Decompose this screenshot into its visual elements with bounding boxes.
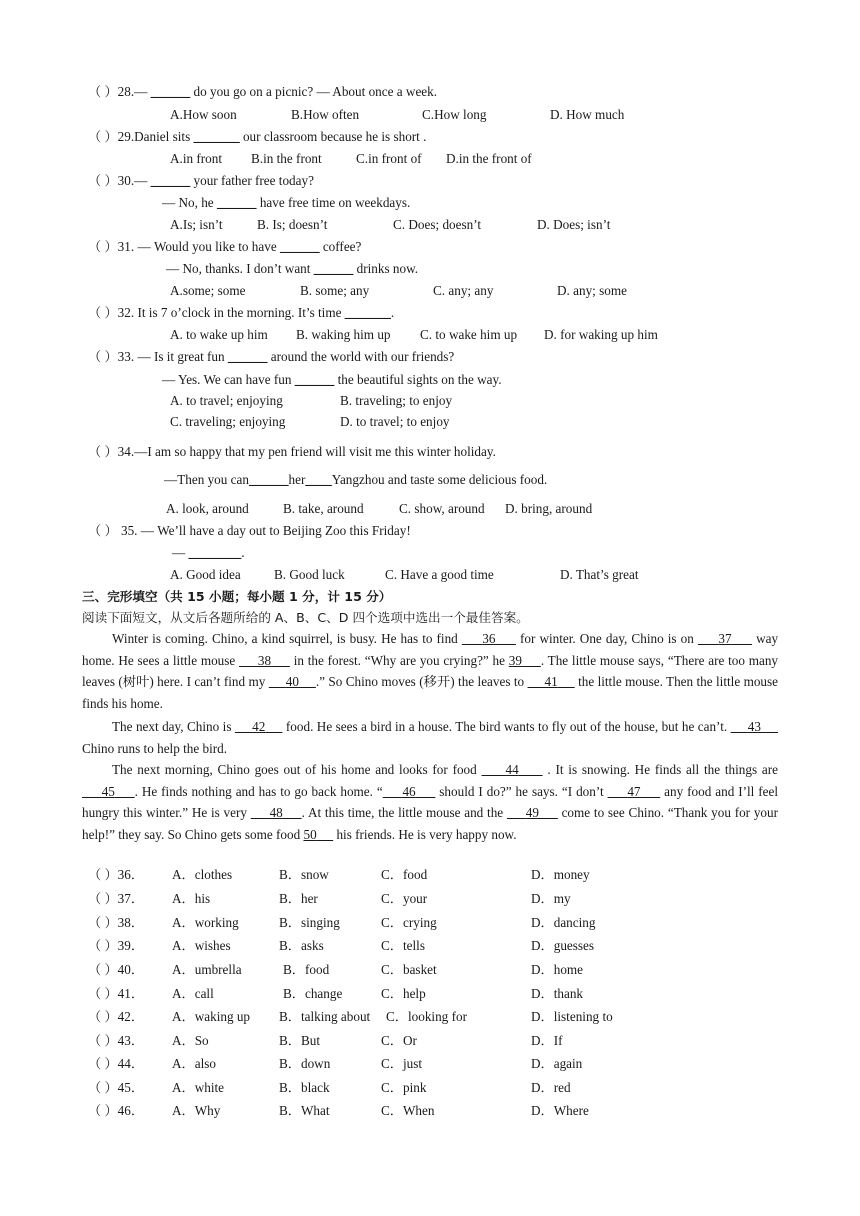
section-instruction: 阅读下面短文，从文后各题所给的 A、B、C、D 四个选项中选出一个最佳答案。 bbox=[82, 610, 529, 625]
option-c: C. Does; doesn’t bbox=[393, 217, 482, 232]
option-b: B．change bbox=[283, 986, 343, 1001]
blank: ______ bbox=[150, 84, 191, 99]
option-a: A.some; some bbox=[170, 283, 246, 298]
answer-paren: （ ） bbox=[88, 444, 118, 459]
option-c: C．tells bbox=[381, 938, 425, 953]
option-b: B.in the front bbox=[251, 151, 322, 166]
answer-paren: （ ） bbox=[88, 523, 118, 538]
blank-44: 44 bbox=[505, 762, 519, 777]
section-heading: 三、完形填空（共 15 小题；每小题 1 分，计 15 分） bbox=[82, 589, 392, 604]
option-d: D．If bbox=[531, 1033, 563, 1048]
blank: ______ bbox=[216, 195, 257, 210]
blank-37: 37 bbox=[718, 631, 732, 646]
option-c: C．looking for bbox=[386, 1009, 467, 1024]
blank-36: 36 bbox=[482, 631, 496, 646]
option-c: C. show, around bbox=[399, 501, 485, 516]
question-33-line2: — Yes. We can have fun ______ the beautiful sights on the way. bbox=[162, 372, 502, 387]
option-a: A．waking up bbox=[172, 1009, 251, 1024]
cloze-row-43: （ ）43． bbox=[88, 1033, 145, 1048]
option-a: A．also bbox=[172, 1056, 216, 1071]
option-b: B．What bbox=[279, 1103, 330, 1118]
blank-47: 47 bbox=[627, 783, 641, 799]
option-c: C．Or bbox=[381, 1033, 417, 1048]
passage-paragraph-2: The next day, Chino is 42 food. He sees a bird in a house. The bird wants to fly out of the house, but he can’t. 43 Chino runs to help the bird. bbox=[82, 716, 778, 759]
option-a: A．wishes bbox=[172, 938, 231, 953]
option-d: D. Does; isn’t bbox=[537, 217, 611, 232]
answer-paren: （ ） bbox=[88, 305, 118, 320]
option-d: D．my bbox=[531, 891, 571, 906]
question-number: 28 bbox=[117, 84, 131, 99]
option-c: C．crying bbox=[381, 915, 437, 930]
option-a: A．So bbox=[172, 1033, 209, 1048]
option-d: D. How much bbox=[550, 107, 625, 122]
cloze-row-36: （ ）36． bbox=[88, 867, 145, 882]
option-b: B．snow bbox=[279, 867, 329, 882]
option-a: A．working bbox=[172, 915, 239, 930]
option-a: A. look, around bbox=[166, 501, 249, 516]
question-31: （ ）31. — Would you like to have ______ coffee? bbox=[88, 239, 362, 254]
option-a: A．his bbox=[172, 891, 211, 906]
blank-45: 45 bbox=[101, 783, 115, 799]
passage-paragraph-1: Winter is coming. Chino, a kind squirrel, is busy. He has to find 36 for winter. One day, Chino is on 37 way home. He sees a little mouse 38 in the forest. “Why are you crying?” he 39 . The little mouse says, “There are too many leaves (树叶) here. I can’t find my 40 .” So Chino moves (移开) the leaves to 41 the little mouse. Then the little mouse finds his home. bbox=[82, 631, 779, 711]
option-c: C. Have a good time bbox=[385, 567, 494, 582]
answer-paren: （ ） bbox=[88, 84, 118, 99]
cloze-row-42: （ ）42． bbox=[88, 1009, 145, 1024]
option-d: D．thank bbox=[531, 986, 584, 1001]
option-b: B．talking about bbox=[279, 1009, 371, 1024]
option-b: B．down bbox=[279, 1056, 331, 1071]
option-c: C．basket bbox=[381, 962, 437, 977]
blank: ______ bbox=[150, 173, 191, 188]
blank-39: 39 bbox=[508, 652, 522, 668]
blank-50: 50 bbox=[303, 826, 317, 842]
answer-paren: （ ） bbox=[88, 129, 118, 144]
cloze-row-40: （ ）40． bbox=[88, 962, 145, 977]
question-30: （ ）30.— ______ your father free today? bbox=[88, 173, 314, 188]
blank-48: 48 bbox=[269, 805, 283, 820]
blank-46: 46 bbox=[402, 783, 416, 799]
blank: ______ bbox=[294, 372, 335, 387]
cloze-row-46: （ ）46． bbox=[88, 1103, 145, 1118]
option-d: D．Where bbox=[531, 1103, 589, 1118]
option-a: A．white bbox=[172, 1080, 225, 1095]
option-c: C．When bbox=[381, 1103, 435, 1118]
option-d: D．money bbox=[531, 867, 590, 882]
option-a: A．clothes bbox=[172, 867, 233, 882]
blank: ______ bbox=[313, 261, 354, 276]
option-b: B．black bbox=[279, 1080, 330, 1095]
option-b: B．But bbox=[279, 1033, 321, 1048]
cloze-row-45: （ ）45． bbox=[88, 1080, 145, 1095]
cloze-row-38: （ ）38． bbox=[88, 915, 145, 930]
option-a: A．call bbox=[172, 986, 214, 1001]
option-b: B．singing bbox=[279, 915, 340, 930]
option-c: C．help bbox=[381, 986, 426, 1001]
cloze-row-44: （ ）44． bbox=[88, 1056, 145, 1071]
option-b: B. some; any bbox=[300, 283, 370, 298]
option-d: D．home bbox=[531, 962, 584, 977]
blank-38: 38 bbox=[257, 652, 272, 668]
blank: ______ bbox=[248, 472, 289, 487]
option-d: D．again bbox=[531, 1056, 583, 1071]
option-b: B．food bbox=[283, 962, 330, 977]
blank-40: 40 bbox=[285, 674, 299, 689]
option-a: A. Good idea bbox=[170, 567, 241, 582]
option-a: A.Is; isn’t bbox=[170, 217, 223, 232]
question-30-line2: — No, he ______ have free time on weekdays. bbox=[162, 195, 411, 210]
option-a: A.How soon bbox=[170, 107, 237, 122]
option-d: D．guesses bbox=[531, 938, 595, 953]
option-c: C. any; any bbox=[433, 283, 494, 298]
question-29: （ ）29.Daniel sits _______ our classroom because he is short . bbox=[88, 129, 427, 144]
option-c: C. traveling; enjoying bbox=[170, 414, 286, 429]
option-d: D．listening to bbox=[531, 1009, 613, 1024]
option-b: B. traveling; to enjoy bbox=[340, 393, 453, 408]
question-32: （ ）32. It is 7 o’clock in the morning. It’s time _______. bbox=[88, 305, 395, 320]
blank-49: 49 bbox=[525, 805, 539, 820]
option-c: C. to wake him up bbox=[420, 327, 518, 342]
question-33: （ ）33. — Is it great fun ______ around the world with our friends? bbox=[88, 349, 455, 364]
option-a: A．umbrella bbox=[172, 962, 242, 977]
option-b: B．her bbox=[279, 891, 318, 906]
blank: ______ bbox=[279, 239, 320, 254]
option-b: B．asks bbox=[279, 938, 324, 953]
blank: ______ bbox=[227, 349, 268, 364]
option-c: C．your bbox=[381, 891, 428, 906]
blank-41: 41 bbox=[544, 674, 558, 689]
answer-paren: （ ） bbox=[88, 239, 118, 254]
option-a: A．Why bbox=[172, 1103, 221, 1118]
blank: ____ bbox=[305, 472, 332, 487]
option-a: A.in front bbox=[170, 151, 223, 166]
option-c: C.How long bbox=[422, 107, 487, 122]
option-d: D. to travel; to enjoy bbox=[340, 414, 450, 429]
cloze-row-39: （ ）39． bbox=[88, 938, 145, 953]
passage-paragraph-3: The next morning, Chino goes out of his home and looks for food 44 . It is snowing. He finds all the things are 45 . He finds nothing and has to go back home. “ 46 should I do?” he says. “I don’t 47 any food and I’ll feel hungry this winter.” He is very 48 . At this time, the little mouse and the 49 come to see Chino. “Thank you for your help!” they say. So Chino gets some food 50 his friends. He is very happy now. bbox=[82, 762, 779, 842]
option-d: D. That’s great bbox=[560, 567, 639, 582]
blank-42: 42 bbox=[252, 719, 266, 734]
answer-paren: （ ） bbox=[88, 173, 118, 188]
option-c: C．pink bbox=[381, 1080, 427, 1095]
blank: ________ bbox=[188, 545, 242, 560]
blank-43: 43 bbox=[747, 719, 761, 734]
option-b: B. Good luck bbox=[274, 567, 345, 582]
question-35-line2: — ________. bbox=[172, 545, 245, 560]
question-28: （ ）28.— ______ do you go on a picnic? — About once a week. bbox=[88, 84, 438, 99]
answer-paren: （ ） bbox=[88, 349, 118, 364]
option-b: B. waking him up bbox=[296, 327, 391, 342]
option-a: A. to wake up him bbox=[170, 327, 268, 342]
option-d: D．red bbox=[531, 1080, 571, 1095]
cloze-row-37: （ ）37． bbox=[88, 891, 145, 906]
option-b: B. take, around bbox=[283, 501, 364, 516]
option-d: D．dancing bbox=[531, 915, 596, 930]
question-34-line2: —Then you can______her____Yangzhou and taste some delicious food. bbox=[164, 472, 548, 487]
option-c: C.in front of bbox=[356, 151, 422, 166]
option-d: D. any; some bbox=[557, 283, 627, 298]
option-b: B.How often bbox=[291, 107, 360, 122]
cloze-row-41: （ ）41． bbox=[88, 986, 145, 1001]
blank: _______ bbox=[193, 129, 240, 144]
option-c: C．just bbox=[381, 1056, 423, 1071]
option-d: D. for waking up him bbox=[544, 327, 658, 342]
option-a: A. to travel; enjoying bbox=[170, 393, 283, 408]
option-d: D.in the front of bbox=[446, 151, 532, 166]
option-b: B. Is; doesn’t bbox=[257, 217, 328, 232]
option-c: C．food bbox=[381, 867, 428, 882]
question-35: （ ） 35. — We’ll have a day out to Beijing Zoo this Friday! bbox=[88, 523, 411, 538]
option-d: D. bring, around bbox=[505, 501, 593, 516]
question-34: （ ）34.—I am so happy that my pen friend will visit me this winter holiday. bbox=[88, 444, 496, 459]
blank: _______ bbox=[344, 305, 391, 320]
question-31-line2: — No, thanks. I don’t want ______ drinks now. bbox=[166, 261, 419, 276]
